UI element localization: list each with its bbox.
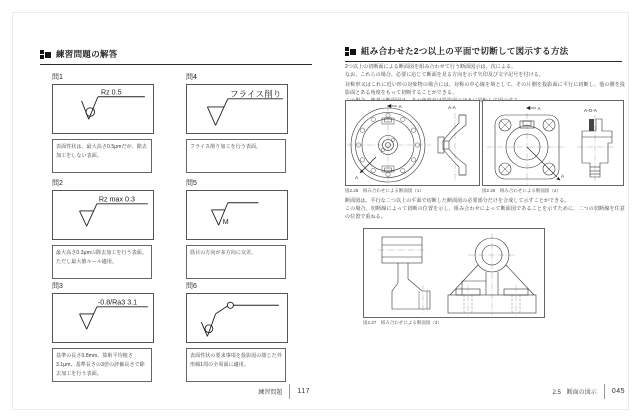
footer-divider (289, 384, 290, 399)
figure-2-26-drawing (483, 101, 623, 185)
surface-symbol-removal-required (53, 294, 153, 342)
figure-2-27 (363, 228, 545, 326)
problem-2-symbol-box (52, 190, 154, 240)
figure-2-25-drawing (346, 101, 479, 185)
problem-2-label: 問2 (52, 180, 63, 187)
surface-symbol-no-removal (53, 85, 153, 133)
problem-5-label: 問5 (186, 180, 197, 187)
section-label: A (355, 175, 359, 180)
problem-1 (52, 72, 154, 173)
section-view-label: A-A (448, 105, 456, 110)
problem-1-symbol-box (52, 84, 154, 134)
left-footer-section: 練習問題 (258, 390, 283, 396)
surface-symbol-lay-multidirectional (187, 191, 287, 239)
problem-5-symbol-box (186, 190, 288, 240)
symmetry-sentence: 対称形又はこれに近い形の対象物の場合には、対称の中心線を境として、その片側を投影面に平行に切断し、他の側を投影面とある角度をもって切断することができる。 (345, 82, 625, 97)
problem-2 (52, 178, 154, 279)
left-page-footer (175, 384, 310, 399)
symbol-text: M (222, 218, 229, 227)
surface-symbol-removal-required (53, 191, 153, 239)
problem-3-symbol-box (52, 293, 154, 343)
problem-3 (52, 281, 154, 382)
left-page-title: 練習問題の解答 (56, 49, 118, 59)
problem-6-answer: 表面性状の要求事項を投影図の閉じた外形線1周の全周面に適用。 (186, 348, 286, 382)
parallel-sentence: この場合、切断線によって切断の位置を示し、組み合わせによって断面図であることを示すために、二つの切断線を任意の位置で重ねる。 (345, 206, 625, 221)
problem-3-answer: 基準の長さ0.8mm、算術平均粗さ3.1μm、基準長さの3倍の評価長さで除去加工を行う表面。 (52, 348, 152, 382)
figure-2-26-caption: 図2.26 組み合わせによる断面図（2） (482, 188, 561, 193)
footer-divider (604, 384, 605, 399)
surface-symbol-all-around (187, 294, 287, 342)
section-label: A (561, 173, 565, 179)
symbol-text: Rz max 0.3 (98, 195, 135, 204)
symbol-text: フライス削り (229, 88, 282, 99)
right-section-header (345, 45, 622, 62)
right-page-number: 045 (611, 388, 625, 395)
right-footer-section: 2.5 断面の図示 (552, 390, 597, 396)
problem-5 (186, 178, 288, 279)
section-label: A (537, 106, 541, 111)
problem-6-symbol-box (186, 293, 288, 343)
figure-2-25-caption: 図2.25 組み合わせによる断面図（1） (345, 188, 424, 193)
symbol-text: Rz 0.5 (100, 88, 122, 97)
problem-4 (186, 72, 288, 173)
parallel-sentence: 断面図は、平行な二つ以上の平面で切断した断面図の必要部分だけを合成して示すことができる。 (345, 198, 570, 204)
symbol-text: -0.8/Ra3 3.1 (97, 298, 138, 307)
intro-paragraph (345, 63, 625, 79)
left-page-number: 117 (297, 388, 310, 395)
figure-2-27-drawing (364, 229, 544, 317)
problem-6 (186, 281, 288, 382)
left-section-header (40, 48, 312, 65)
problem-4-label: 問4 (186, 74, 197, 81)
intro-line: 2つ以上の切断面による断面図を組み合わせて行う断面図示は、次による。 (345, 64, 517, 70)
section-marker-icon (345, 47, 356, 56)
figure-2-27-caption: 図2.27 組み合わせによる断面図（3） (363, 320, 442, 325)
problem-6-label: 問6 (186, 283, 197, 290)
problem-2-answer: 最大高さ0.3μmの除去加工を行う表面。ただし最大値ルール適用。 (52, 245, 152, 279)
figure-2-26 (482, 100, 624, 194)
right-page-title: 組み合わせた2つ以上の平面で切断して図示する方法 (361, 46, 569, 56)
parallel-planes-paragraph (345, 197, 625, 221)
right-page-footer (500, 384, 625, 399)
problem-3-label: 問3 (52, 283, 63, 290)
problem-1-label: 問1 (52, 74, 63, 81)
figure-2-25 (345, 100, 480, 194)
problem-1-answer: 表面性状は、最大高さ0.5μmだが、除去加工をしない表面。 (52, 139, 152, 173)
problem-4-symbol-box (186, 84, 288, 134)
section-marker-icon (40, 50, 51, 59)
problem-4-answer: フライス削り加工を行う表面。 (186, 139, 286, 173)
section-view-label: A-O-A (584, 108, 597, 113)
surface-symbol-milling (187, 85, 287, 133)
intro-line: なお、これらの場合、必要に応じて断面を見る方向を示す矢印及び文字記号を付ける。 (345, 72, 544, 79)
right-page (330, 0, 640, 420)
section-label: A (398, 104, 402, 109)
problem-5-answer: 筋目の方向が多方向に交差。 (186, 245, 286, 279)
